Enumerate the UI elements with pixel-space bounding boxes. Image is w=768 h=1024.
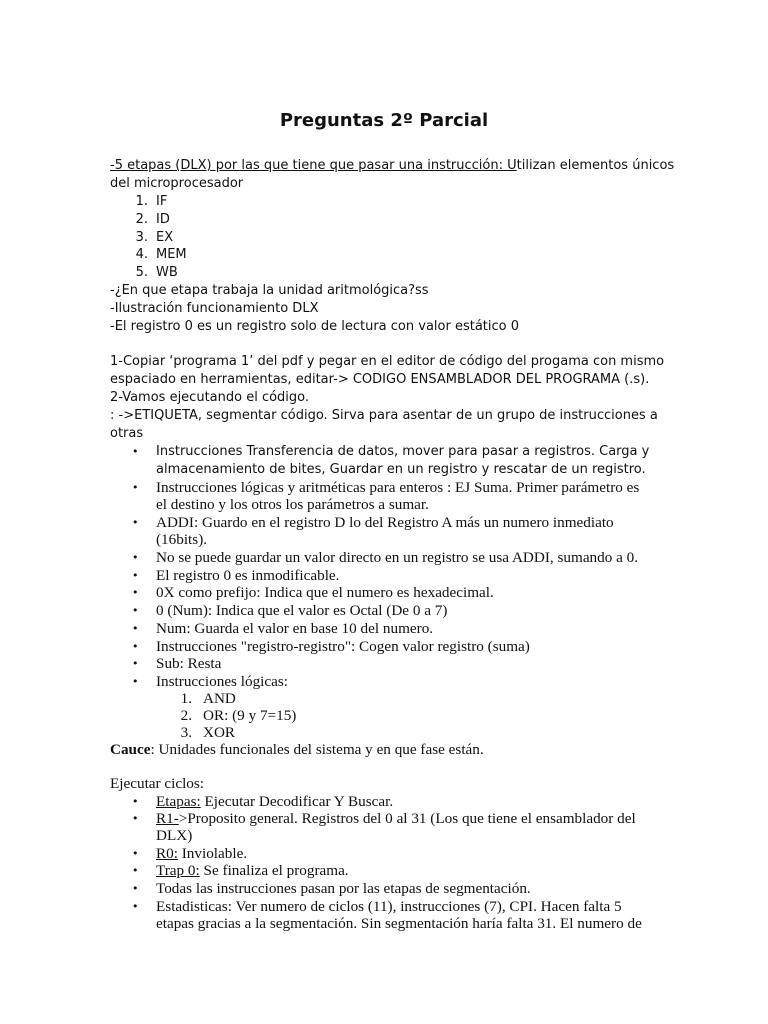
logic-op-label: XOR (203, 724, 236, 741)
note-line: -Ilustración funcionamiento DLX (110, 301, 319, 316)
bullet-text (156, 862, 349, 880)
bullet-text: Estadisticas: Ver numero de ciclos (11), instrucciones (7), CPI. Hacen falta 5 (156, 898, 622, 915)
bullet-icon: • (132, 586, 139, 599)
bullet-icon: • (132, 516, 139, 529)
bullet-icon: • (132, 604, 139, 617)
stage-number: 5. (135, 265, 148, 280)
stage-number: 3. (135, 230, 148, 245)
bullet-text: (16bits). (156, 531, 208, 548)
bullet-text: 0 (Num): Indica que el valor es Octal (De 0 a 7) (156, 602, 448, 619)
bullet-icon: • (132, 551, 139, 564)
bullet-icon: • (132, 569, 139, 582)
bullet-term: R0: (156, 845, 178, 862)
stage-label: IF (156, 194, 168, 209)
bullet-text: el destino y los otros los parámetros a sumar. (156, 496, 429, 513)
bullet-icon: • (132, 622, 139, 635)
bullet-icon: • (132, 847, 139, 860)
bullet-text: 0X como prefijo: Indica que el numero es hexadecimal. (156, 584, 494, 601)
note-line: -¿En que etapa trabaja la unidad aritmológica?ss (110, 283, 429, 298)
bullet-icon: • (132, 812, 139, 825)
bullet-definition: Ejecutar Decodificar Y Buscar. (200, 793, 394, 810)
bullet-definition: Inviolable. (177, 845, 248, 862)
bullet-icon: • (132, 640, 139, 653)
stage-number: 1. (135, 194, 148, 209)
bullet-text: Instrucciones Transferencia de datos, mover para pasar a registros. Carga y (156, 444, 650, 459)
bullet-text: almacenamiento de bites, Guardar en un registro y rescatar de un registro. (156, 462, 646, 477)
intro-rest: tilizan elementos únicos (516, 158, 675, 173)
bullet-text: ADDI: Guardo en el registro D lo del Registro A más un numero inmediato (156, 514, 614, 531)
bullet-text: El registro 0 es inmodificable. (156, 567, 340, 584)
note-line: -El registro 0 es un registro solo de lectura con valor estático 0 (110, 319, 520, 334)
stage-label: ID (156, 212, 170, 227)
intro-line-2: del microprocesador (110, 176, 244, 191)
intro-line (110, 157, 674, 175)
bullet-text (156, 810, 636, 828)
logic-op-number: 1. (180, 690, 192, 707)
intro-underlined: -5 etapas (DLX) por las que tiene que pasar una instrucción: U (110, 158, 517, 173)
logic-op-label: OR: (9 y 7=15) (203, 707, 297, 724)
bullet-term: Trap 0: (156, 862, 200, 879)
logic-op-number: 2. (180, 707, 192, 724)
bullet-text: etapas gracias a la segmentación. Sin segmentación haría falta 31. El numero de (156, 915, 642, 932)
bullet-text: Instrucciones "registro-registro": Cogen valor registro (suma) (156, 638, 530, 655)
step-line: : ->ETIQUETA, segmentar código. Sirva para asentar de un grupo de instrucciones a (110, 408, 658, 423)
bullet-icon: • (132, 481, 139, 494)
bullet-text: Instrucciones lógicas y aritméticas para enteros : EJ Suma. Primer parámetro es (156, 479, 640, 496)
bullet-definition: >Proposito general. Registros del 0 al 31 (Los que tiene el ensamblador del (178, 810, 636, 827)
stage-number: 4. (135, 247, 148, 262)
bullet-term: R1- (156, 810, 179, 827)
bullet-text: Instrucciones lógicas: (156, 673, 289, 690)
bullet-icon: • (132, 445, 139, 458)
bullet-text: DLX) (156, 827, 193, 844)
bullet-text: No se puede guardar un valor directo en un registro se usa ADDI, sumando a 0. (156, 549, 639, 566)
stage-label: WB (156, 265, 178, 280)
bullet-definition: Se finaliza el programa. (199, 862, 349, 879)
bullet-icon: • (132, 795, 139, 808)
page-title: Preguntas 2º Parcial (279, 110, 489, 131)
bullet-icon: • (132, 657, 139, 670)
bullet-text (156, 845, 247, 863)
step-line: otras (110, 426, 144, 441)
cycles-heading: Ejecutar ciclos: (110, 775, 205, 792)
step-line: espaciado en herramientas, editar-> CODIGO ENSAMBLADOR DEL PROGRAMA (.s). (110, 372, 650, 387)
stage-label: EX (156, 230, 174, 245)
bullet-term: Etapas: (156, 793, 201, 810)
logic-op-number: 3. (180, 724, 192, 741)
bullet-icon: • (132, 900, 139, 913)
bullet-icon: • (132, 882, 139, 895)
bullet-text: Num: Guarda el valor en base 10 del numero. (156, 620, 434, 637)
bullet-text (156, 793, 393, 811)
cauce-definition: : Unidades funcionales del sistema y en que fase están. (150, 741, 484, 758)
step-line: 2-Vamos ejecutando el código. (110, 390, 310, 405)
cauce-term: Cauce (110, 741, 151, 758)
bullet-text: Todas las instrucciones pasan por las etapas de segmentación. (156, 880, 531, 897)
stage-label: MEM (156, 247, 187, 262)
bullet-icon: • (132, 675, 139, 688)
bullet-text: Sub: Resta (156, 655, 222, 672)
cauce-line (110, 741, 484, 759)
stage-number: 2. (135, 212, 148, 227)
step-line: 1-Copiar ‘programa 1’ del pdf y pegar en el editor de código del progama con mismo (110, 354, 665, 369)
logic-op-label: AND (203, 690, 236, 707)
bullet-icon: • (132, 864, 139, 877)
